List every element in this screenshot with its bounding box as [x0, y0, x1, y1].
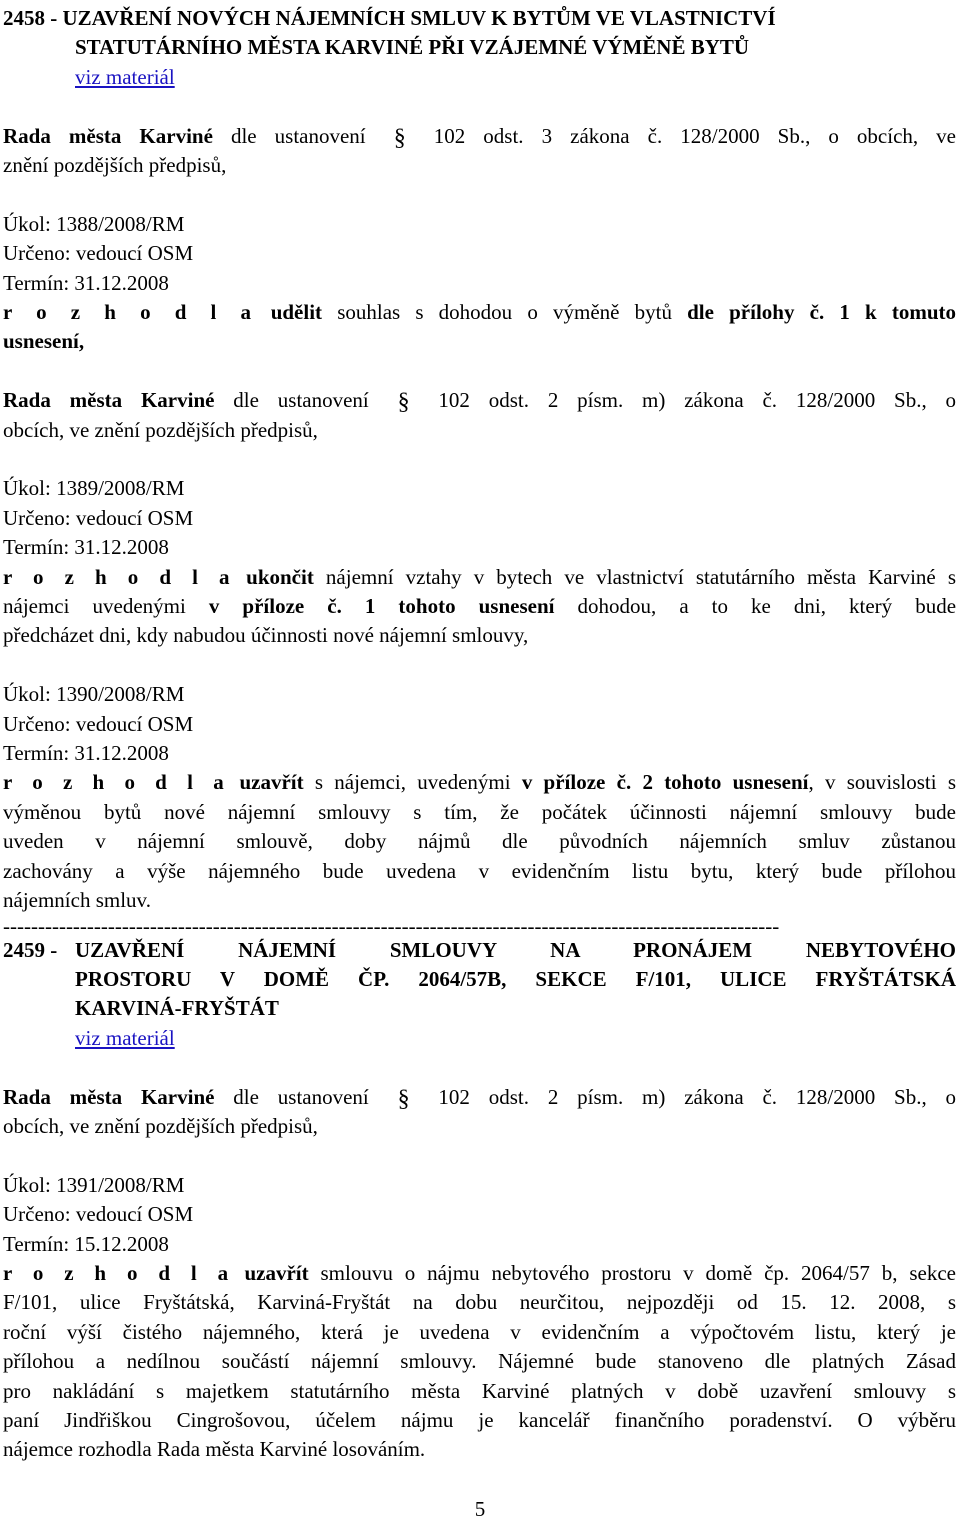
assigned-to: Určeno: vedoucí OSM [3, 241, 194, 266]
resolution-text-line3: uveden v nájemní smlouvě, doby nájmů dle původních nájemních smluv zůstanou [3, 829, 956, 854]
item-number: 2459 - [3, 937, 58, 962]
resolution-text: r o z h o d l a ukončit nájemní vztahy v bytech ve vlastnictví statutárního města Karviné s [3, 564, 957, 589]
assigned-to: Určeno: vedoucí OSM [3, 1202, 194, 1227]
resolution-text-line2: usnesení, [3, 329, 85, 354]
resolution-text-line7: nájemce rozhodla Rada města Karviné losováním. [3, 1437, 426, 1462]
resolution-text-line2: F/101, ulice Fryštátská, Karviná-Fryštát na dobu neurčitou, nejpozději od 15. 12. 2008, s [3, 1290, 956, 1315]
section-sign-icon: § [397, 389, 410, 416]
resolution-text-line2: výměnou bytů nové nájemní smlouvy s tím, že počátek účinnosti nájemní smlouvy bude [3, 799, 956, 824]
resolution-text-line2: nájemci uvedenými v příloze č. 1 tohoto usnesení dohodou, a to ke dni, který bude [3, 594, 957, 619]
legal-basis: Rada města Karviné dle ustanovení § 102 odst. 2 písm. m) zákona č. 128/2000 Sb., o [3, 1084, 957, 1112]
deadline: Termín: 31.12.2008 [3, 270, 169, 295]
item-2458-title-line1: 2458 - UZAVŘENÍ NOVÝCH NÁJEMNÍCH SMLUV K BYTŮM VE VLASTNICTVÍ [3, 6, 776, 30]
deadline: Termín: 15.12.2008 [3, 1231, 169, 1256]
legal-basis-line2: obcích, ve znění pozdějších předpisů, [3, 1113, 318, 1138]
task-number: Úkol: 1391/2008/RM [3, 1172, 185, 1197]
resolution-text-line6: paní Jindřiškou Cingrošovou, účelem nájmu je kancelář finančního poradenství. O výběru [3, 1407, 956, 1432]
resolution-text-line4: přílohou a nedílnou součástí nájemní smlouvy. Nájemné bude stanoveno dle platných Zásad [3, 1349, 956, 1374]
item-2459-material-link[interactable]: viz materiál [75, 1025, 175, 1050]
section-separator: --------------------------------------------------------------------------------------------------------------- [3, 915, 780, 936]
section-sign-icon: § [393, 124, 406, 151]
resolution-text-line3: předcházet dni, kdy nabudou účinnosti nové nájemní smlouvy, [3, 623, 529, 648]
task-number: Úkol: 1389/2008/RM [3, 476, 185, 501]
section-sign-icon: § [397, 1085, 410, 1112]
item-2459-title: 2459 - UZAVŘENÍ NÁJEMNÍ SMLOUVY NA PRONÁJEM NEBYTOVÉHO PROSTORU V DOMĚ ČP. 2064/57B, SEKCE F/101, ULICE FRYŠTÁTSKÁ KARVINÁ-FRYŠTÁT [3, 936, 956, 1024]
resolution-text-line5: pro nakládání s majetkem statutárního města Karviné platných v době uzavření smlouvy s [3, 1378, 956, 1403]
resolution-text: r o z h o d l a uzavřít smlouvu o nájmu nebytového prostoru v domě čp. 2064/57 b, sekce [3, 1260, 956, 1285]
page-number: 5 [474, 1497, 486, 1521]
legal-basis: Rada města Karviné dle ustanovení § 102 odst. 2 písm. m) zákona č. 128/2000 Sb., o [3, 388, 957, 416]
deadline: Termín: 31.12.2008 [3, 741, 169, 766]
item-2458-legal-basis: Rada města Karviné dle ustanovení § 102 odst. 3 zákona č. 128/2000 Sb., o obcích, ve [3, 123, 957, 151]
deadline: Termín: 31.12.2008 [3, 535, 169, 560]
assigned-to: Určeno: vedoucí OSM [3, 505, 194, 530]
resolution-text-line3: roční výší čistého nájemného, která je uvedena v evidenčním a výpočtovém listu, který je [3, 1319, 956, 1344]
legal-basis-line2: obcích, ve znění pozdějších předpisů, [3, 417, 318, 442]
task-number: Úkol: 1388/2008/RM [3, 211, 185, 236]
item-2458-material-link[interactable]: viz materiál [75, 64, 175, 89]
resolution-text-line5: nájemních smluv. [3, 888, 151, 913]
task-number: Úkol: 1390/2008/RM [3, 682, 185, 707]
document-page [3, 4, 956, 1465]
item-2458-title-line2: STATUTÁRNÍHO MĚSTA KARVINÉ PŘI VZÁJEMNÉ VÝMĚNĚ BYTŮ [75, 35, 750, 60]
resolution-text: r o z h o d l a udělit souhlas s dohodou o výměně bytů dle přílohy č. 1 k tomuto [3, 300, 956, 325]
assigned-to: Určeno: vedoucí OSM [3, 711, 194, 736]
resolution-text: r o z h o d l a uzavřít s nájemci, uvedenými v příloze č. 2 tohoto usnesení, v souvislosti s [3, 770, 956, 795]
resolution-text-line4: zachovány a výše nájemného bude uvedena v evidenčním listu bytu, který bude přílohou [3, 858, 956, 883]
item-2458-legal-basis-line2: znění pozdějších předpisů, [3, 153, 227, 178]
